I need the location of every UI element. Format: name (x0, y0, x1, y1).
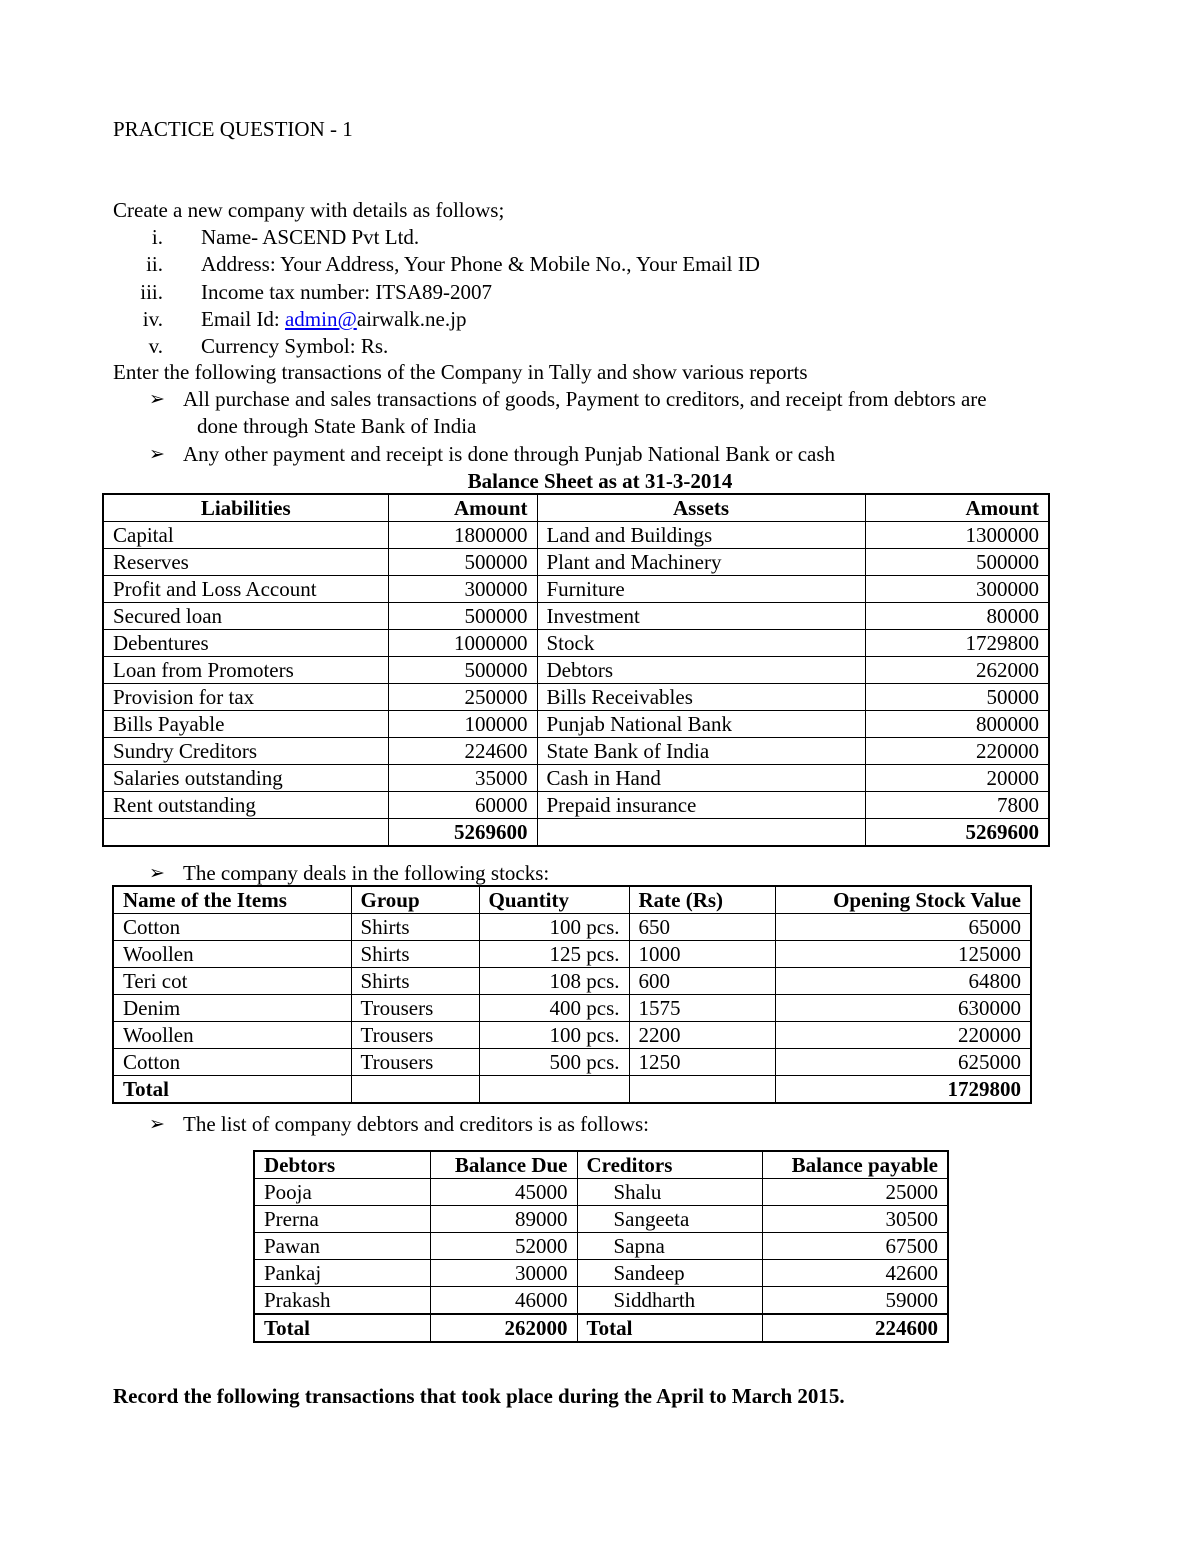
debtor-balance: 52000 (430, 1233, 577, 1260)
total-row (103, 819, 1049, 847)
debtor-name: Prerna (254, 1206, 430, 1233)
item-opening-value: 64800 (775, 968, 1031, 995)
column-header: Creditors (577, 1151, 762, 1179)
list-number: ii. (146, 252, 163, 276)
table-header-row (113, 886, 1031, 914)
total-creditors: 224600 (762, 1314, 948, 1342)
item-quantity: 100 pcs. (479, 914, 629, 941)
table-row (103, 684, 1049, 711)
item-quantity: 400 pcs. (479, 995, 629, 1022)
column-header: Group (351, 886, 479, 914)
asset-amount: 800000 (865, 711, 1049, 738)
asset-name: Punjab National Bank (537, 711, 865, 738)
item-group: Shirts (351, 941, 479, 968)
liability-name: Capital (103, 522, 388, 549)
total-row (254, 1314, 948, 1342)
table-row (254, 1233, 948, 1260)
item-group: Trousers (351, 1049, 479, 1076)
liability-amount: 250000 (388, 684, 537, 711)
asset-amount: 7800 (865, 792, 1049, 819)
creditor-balance: 30500 (762, 1206, 948, 1233)
table-row (103, 630, 1049, 657)
table-row (103, 657, 1049, 684)
asset-name: Debtors (537, 657, 865, 684)
list-number: iv. (142, 307, 163, 331)
item-name: Woollen (113, 941, 351, 968)
item-opening-value: 220000 (775, 1022, 1031, 1049)
item-quantity: 125 pcs. (479, 941, 629, 968)
income-tax-number: Income tax number: ITSA89-2007 (201, 280, 493, 304)
asset-amount: 500000 (865, 549, 1049, 576)
total-debtors: 262000 (430, 1314, 577, 1342)
liability-name: Sundry Creditors (103, 738, 388, 765)
debtor-balance: 30000 (430, 1260, 577, 1287)
asset-name: Furniture (537, 576, 865, 603)
liability-amount: 1800000 (388, 522, 537, 549)
creditor-balance: 59000 (762, 1287, 948, 1315)
table-header-row (103, 494, 1049, 522)
column-header: Amount (865, 494, 1049, 522)
total-label: Total (113, 1076, 351, 1104)
creditor-name: Sangeeta (577, 1206, 762, 1233)
item-rate: 1250 (629, 1049, 775, 1076)
email-link[interactable]: admin@ (284, 307, 357, 331)
asset-name: Prepaid insurance (537, 792, 865, 819)
total-row (113, 1076, 1031, 1104)
empty-cell (103, 819, 388, 847)
table-row (254, 1260, 948, 1287)
table-row (103, 765, 1049, 792)
debtor-balance: 89000 (430, 1206, 577, 1233)
asset-name: Investment (537, 603, 865, 630)
liability-amount: 35000 (388, 765, 537, 792)
column-header: Amount (388, 494, 537, 522)
table-row (103, 792, 1049, 819)
currency-symbol: Currency Symbol: Rs. (201, 334, 389, 358)
company-address: Address: Your Address, Your Phone & Mobile No., Your Email ID (201, 252, 760, 276)
creditor-name: Siddharth (577, 1287, 762, 1315)
total-label: Total (254, 1314, 430, 1342)
liability-amount: 1000000 (388, 630, 537, 657)
item-rate: 1000 (629, 941, 775, 968)
item-rate: 2200 (629, 1022, 775, 1049)
table-row (113, 1022, 1031, 1049)
column-header: Liabilities (103, 494, 388, 522)
creditor-name: Sandeep (577, 1260, 762, 1287)
asset-amount: 300000 (865, 576, 1049, 603)
stocks-intro-text: The company deals in the following stocks: (183, 861, 550, 885)
list-number: v. (148, 334, 163, 358)
empty-cell (537, 819, 865, 847)
item-group: Shirts (351, 914, 479, 941)
table-row (254, 1206, 948, 1233)
intro-text: Create a new company with details as follows; (113, 198, 505, 222)
column-header: Assets (537, 494, 865, 522)
table-row (103, 738, 1049, 765)
item-quantity: 108 pcs. (479, 968, 629, 995)
item-opening-value: 125000 (775, 941, 1031, 968)
column-header: Opening Stock Value (775, 886, 1031, 914)
debtor-balance: 46000 (430, 1287, 577, 1315)
asset-name: Stock (537, 630, 865, 657)
arrow-bullet-icon: ➢ (149, 389, 165, 410)
creditor-name: Sapna (577, 1233, 762, 1260)
asset-name: State Bank of India (537, 738, 865, 765)
bullet-text-continued: done through State Bank of India (197, 414, 477, 438)
item-group: Shirts (351, 968, 479, 995)
liability-amount: 500000 (388, 657, 537, 684)
liability-name: Debentures (103, 630, 388, 657)
table-row (103, 549, 1049, 576)
asset-amount: 262000 (865, 657, 1049, 684)
creditor-balance: 25000 (762, 1179, 948, 1206)
table-row (103, 522, 1049, 549)
table-row (103, 576, 1049, 603)
asset-amount: 1300000 (865, 522, 1049, 549)
item-rate: 650 (629, 914, 775, 941)
table-row (103, 711, 1049, 738)
liability-amount: 500000 (388, 549, 537, 576)
column-header: Debtors (254, 1151, 430, 1179)
debtor-name: Pawan (254, 1233, 430, 1260)
column-header: Balance payable (762, 1151, 948, 1179)
liability-amount: 500000 (388, 603, 537, 630)
stocks-table (112, 885, 1032, 1104)
item-opening-value: 65000 (775, 914, 1031, 941)
company-name: Name- ASCEND Pvt Ltd. (201, 225, 420, 249)
item-name: Denim (113, 995, 351, 1022)
debtor-balance: 45000 (430, 1179, 577, 1206)
item-name: Teri cot (113, 968, 351, 995)
bullet-text: Any other payment and receipt is done through Punjab National Bank or cash (183, 442, 836, 466)
parties-table (253, 1150, 949, 1343)
liability-name: Provision for tax (103, 684, 388, 711)
column-header: Quantity (479, 886, 629, 914)
item-quantity: 500 pcs. (479, 1049, 629, 1076)
table-header-row (254, 1151, 948, 1179)
item-group: Trousers (351, 1022, 479, 1049)
liability-amount: 300000 (388, 576, 537, 603)
liability-name: Salaries outstanding (103, 765, 388, 792)
total-label: Total (577, 1314, 762, 1342)
liability-name: Reserves (103, 549, 388, 576)
debtor-name: Prakash (254, 1287, 430, 1315)
asset-amount: 1729800 (865, 630, 1049, 657)
asset-amount: 50000 (865, 684, 1049, 711)
creditor-balance: 67500 (762, 1233, 948, 1260)
item-opening-value: 630000 (775, 995, 1031, 1022)
liability-name: Secured loan (103, 603, 388, 630)
item-name: Woollen (113, 1022, 351, 1049)
item-name: Cotton (113, 1049, 351, 1076)
footer-instruction: Record the following transactions that took place during the April to March 2015. (113, 1384, 845, 1408)
table-row (113, 968, 1031, 995)
column-header: Rate (Rs) (629, 886, 775, 914)
balance-sheet-table (102, 493, 1050, 847)
bullet-text: All purchase and sales transactions of goods, Payment to creditors, and receipt from debtors are (183, 387, 987, 411)
table-row (113, 941, 1031, 968)
asset-name: Land and Buildings (537, 522, 865, 549)
column-header: Name of the Items (113, 886, 351, 914)
liability-name: Bills Payable (103, 711, 388, 738)
arrow-bullet-icon: ➢ (149, 863, 165, 884)
page-title: PRACTICE QUESTION - 1 (113, 117, 353, 141)
list-number: iii. (140, 280, 163, 304)
table-row (113, 995, 1031, 1022)
total-stock-value: 1729800 (775, 1076, 1031, 1104)
total-assets: 5269600 (865, 819, 1049, 847)
item-rate: 600 (629, 968, 775, 995)
creditor-balance: 42600 (762, 1260, 948, 1287)
asset-name: Bills Receivables (537, 684, 865, 711)
item-name: Cotton (113, 914, 351, 941)
asset-amount: 220000 (865, 738, 1049, 765)
empty-cell (479, 1076, 629, 1104)
table-row (254, 1179, 948, 1206)
table-row (113, 1049, 1031, 1076)
email-label: Email Id: (201, 307, 285, 331)
liability-name: Loan from Promoters (103, 657, 388, 684)
instruction-text: Enter the following transactions of the Company in Tally and show various reports (113, 360, 808, 384)
item-quantity: 100 pcs. (479, 1022, 629, 1049)
asset-amount: 80000 (865, 603, 1049, 630)
asset-name: Cash in Hand (537, 765, 865, 792)
debtor-name: Pankaj (254, 1260, 430, 1287)
table-row (103, 603, 1049, 630)
liability-name: Profit and Loss Account (103, 576, 388, 603)
column-header: Balance Due (430, 1151, 577, 1179)
email-domain: airwalk.ne.jp (356, 307, 467, 331)
creditor-name: Shalu (577, 1179, 762, 1206)
empty-cell (351, 1076, 479, 1104)
table-row (113, 914, 1031, 941)
item-group: Trousers (351, 995, 479, 1022)
item-rate: 1575 (629, 995, 775, 1022)
asset-amount: 20000 (865, 765, 1049, 792)
list-number: i. (151, 225, 163, 249)
debtor-name: Pooja (254, 1179, 430, 1206)
balance-sheet-title: Balance Sheet as at 31-3-2014 (467, 469, 733, 493)
asset-name: Plant and Machinery (537, 549, 865, 576)
liability-amount: 224600 (388, 738, 537, 765)
liability-name: Rent outstanding (103, 792, 388, 819)
total-liabilities: 5269600 (388, 819, 537, 847)
arrow-bullet-icon: ➢ (149, 1114, 165, 1135)
email-id (201, 309, 466, 330)
table-row (254, 1287, 948, 1315)
parties-intro-text: The list of company debtors and creditors is as follows: (183, 1112, 649, 1136)
liability-amount: 60000 (388, 792, 537, 819)
arrow-bullet-icon: ➢ (149, 444, 165, 465)
item-opening-value: 625000 (775, 1049, 1031, 1076)
empty-cell (629, 1076, 775, 1104)
liability-amount: 100000 (388, 711, 537, 738)
